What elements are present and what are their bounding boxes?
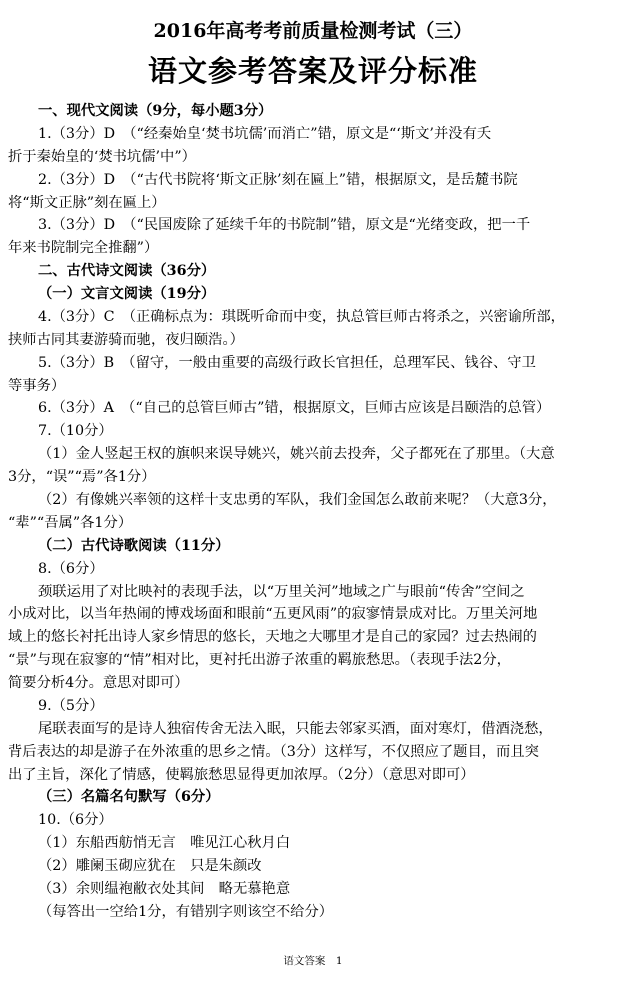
answer-line: 颈联运用了对比映衬的表现手法，以“万里关河”地域之广与眼前“传舍”空间之 <box>38 583 525 600</box>
answer-line: “辈”“吾属”各1分） <box>8 514 133 531</box>
answer-line: 10.（6分） <box>38 812 113 829</box>
answer-line: 8.（6分） <box>38 560 104 577</box>
answer-line: 挟师古同其妻游骑而驰，夜归颐浩。） <box>8 331 244 348</box>
answer-line: 5.（3分）B （留守，一般由重要的高级行政长官担任，总理军民、钱谷、守卫 <box>38 354 536 371</box>
answer-line: 域上的悠长衬托出诗人家乡情思的悠长，天地之大哪里才是自己的家园？过去热闹的 <box>8 629 537 646</box>
answer-line: （1）金人竖起王权的旗帜来误导姚兴，姚兴前去投奔，父子都死在了那里。（大意 <box>38 446 555 463</box>
answer-line: 1.（3分）D （“经秦始皇‘焚书坑儒’而消亡”错，原文是“‘斯文’并没有夭 <box>38 125 492 142</box>
document-title: 语文参考答案及评分标准 <box>147 54 478 88</box>
answer-line: 折于秦始皇的‘焚书坑儒’中”） <box>8 148 196 165</box>
exam-title: 2016年高考考前质量检测考试（三） <box>153 20 473 42</box>
answer-line: 简要分析4分。意思对即可） <box>8 675 189 691</box>
section-heading: 二、古代诗文阅读（36分） <box>38 263 216 280</box>
answer-line: 小成对比，以当年热闹的博戏场面和眼前“五更风雨”的寂寥情景成对比。万里关河地 <box>8 606 538 623</box>
answer-line: 7.（10分） <box>38 423 113 440</box>
answer-line: 年来书院制完全推翻”） <box>8 240 159 257</box>
section-heading: （三）名篇名句默写（6分） <box>38 789 220 806</box>
answer-line: 尾联表面写的是诗人独宿传舍无法入眠，只能去邻家买酒，面对寒灯，借酒浇愁， <box>38 720 553 737</box>
answer-line: （每答出一空给1分，有错别字则该空不给分） <box>38 903 334 920</box>
answer-line: 3.（3分）D （“民国废除了延续千年的书院制”错，原文是“光绪变政，把一千 <box>38 217 531 234</box>
section-heading: 一、现代文阅读（9分，每小题3分） <box>38 103 273 119</box>
answer-line: 6.（3分）A （“自己的总管巨师古”错，根据原文，巨师古应该是吕颐浩的总管） <box>38 400 551 417</box>
answer-line: 背后表达的却是游子在外浓重的思乡之情。（3分）这样写，不仅照应了题目，而且突 <box>8 743 539 760</box>
answer-line: 4.（3分）C （正确标点为：琪既听命而中变，执总管巨师古将杀之，兴密谕所部， <box>38 308 565 325</box>
section-heading: （一）文言文阅读（19分） <box>38 286 216 302</box>
answer-line: （2）雕阑玉砌应犹在 只是朱颜改 <box>38 858 262 874</box>
answer-line: “景”与现在寂寥的“情”相对比，更衬托出游子浓重的羁旅愁思。（表现手法2分， <box>8 652 511 669</box>
answer-line: （3）余则缊袍敝衣处其间 略无慕艳意 <box>38 880 291 897</box>
answer-line: （2）有像姚兴率领的这样十支忠勇的军队，我们金国怎么敢前来呢？（大意3分， <box>38 492 557 508</box>
answer-line: （1）东船西舫悄无言 唯见江心秋月白 <box>38 835 291 852</box>
answer-line: 将“斯文正脉”刻在匾上） <box>8 194 166 211</box>
page-footer: 语文答案 1 <box>283 955 343 967</box>
answer-line: 等事务） <box>8 377 66 394</box>
answer-line: 2.（3分）D （“古代书院将‘斯文正脉’刻在匾上”错，根据原文，是岳麓书院 <box>38 171 518 188</box>
answer-line: 3分，“误”“焉”各1分） <box>8 469 156 486</box>
answer-line: 出了主旨，深化了情感，使羁旅愁思显得更加浓厚。（2分）（意思对即可） <box>8 766 475 783</box>
section-heading: （二）古代诗歌阅读（11分） <box>38 537 230 554</box>
answer-line: 9.（5分） <box>38 697 104 714</box>
